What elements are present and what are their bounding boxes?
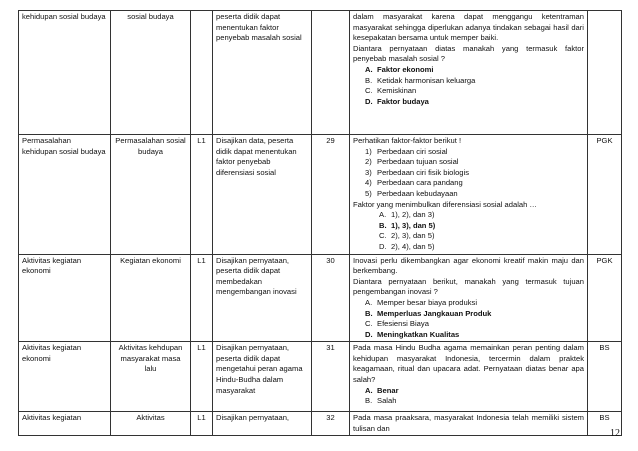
answer-options [353,298,584,340]
materi-cell: sosial budaya [111,11,191,135]
item-text: Faktor ekonomi [377,64,434,74]
answer-option [379,210,584,221]
answer-option [365,319,584,330]
item-letter: A. [379,210,387,220]
answer-option [379,231,584,242]
item-letter: D. [365,329,373,339]
table-row [19,135,622,255]
statement-item [365,168,584,179]
answer-option [365,396,584,407]
item-text: Perbedaan ciri fisik biologis [377,167,470,177]
statement-item [365,157,584,168]
item-letter: B. [365,308,373,318]
question-cell [350,11,588,135]
materi-cell: Aktivitas [111,412,191,436]
question-number-cell [312,11,350,135]
question-text: Diantara pernyataan diatas manakah yang termasuk faktor penyebab masalah sosial ? [353,43,584,64]
table-row [19,412,622,436]
item-text: 2), 3), dan 5) [391,231,435,241]
item-text: Benar [377,385,399,395]
question-text: dalam masyarakat karena dapat menggangu ketentraman masyarakat sehingga diperlukan adanya tindakan sebagai hasil dari kesepakatan bersama untuk memper baiki. [353,12,584,43]
answer-type-cell: BS [588,342,622,412]
question-grid-table [18,10,622,436]
item-letter: B. [365,75,373,85]
item-text: Faktor budaya [377,96,429,106]
item-letter: D. [379,241,387,251]
answer-option [365,97,584,108]
question-cell [350,254,588,342]
item-text: 1), 2), dan 3) [391,210,435,220]
answer-option [365,330,584,341]
item-text: Perbedaan kebudayaan [377,188,458,198]
table-row [19,254,622,342]
kd-cell: Permasalahan kehidupan sosial budaya [19,135,111,255]
answer-type-cell: PGK [588,254,622,342]
question-prompt: Faktor yang menimbulkan diferensiasi sosial adalah … [353,199,538,209]
question-text: Perhatikan faktor-faktor berikut ! [353,136,462,145]
item-text: Memperluas Jangkauan Produk [377,308,492,318]
item-text: Memper besar biaya produksi [377,297,478,307]
item-text: 1), 3), dan 5) [391,220,436,230]
item-letter: C. [365,86,373,96]
question-number-cell: 29 [312,135,350,255]
table-row [19,342,622,412]
question-text: Pada masa Hindu Budha agama memainkan peran penting dalam kehidupan masyarakat Indonesia, tercermin dalam praktek keagamaan, ritual dan upacara adat. Pernyataan diatas benar apa salah? [353,343,584,385]
statement-item [365,178,584,189]
item-text: Perbedaan tujuan sosial [377,157,459,167]
item-letter: B. [379,220,387,230]
statement-item [365,147,584,158]
question-text: Diantara pernyataan berikut, manakah yang termasuk tujuan pengembangan inovasi ? [353,276,584,297]
item-text: Perbedaan cara pandang [377,178,463,188]
level-cell [191,11,213,135]
item-letter: D. [365,96,373,106]
indikator-cell: Disajikan pernyataan, peserta didik dapat mengetahui peran agama Hindu-Budha dalam masyarakat [213,342,312,412]
answer-option [379,242,584,253]
item-text: Efesiensi Biaya [377,319,429,329]
kd-cell: kehidupan sosial budaya [19,11,111,135]
answer-option [379,221,584,232]
answer-type-cell: BS [588,412,622,436]
item-letter: B. [365,396,373,406]
answer-option [365,298,584,309]
question-number-cell: 31 [312,342,350,412]
page-number: 12 [610,428,620,439]
item-letter: A. [365,297,373,307]
answer-option [365,386,584,397]
item-text: Salah [377,396,397,406]
item-text: Ketidak harmonisan keluarga [377,75,476,85]
answer-options [353,386,584,407]
question-cell [350,135,588,255]
item-letter: 5) [365,188,372,198]
materi-cell: Kegiatan ekonomi [111,254,191,342]
item-letter: A. [365,385,373,395]
kd-cell: Aktivitas kegiatan ekonomi [19,254,111,342]
materi-cell: Aktivitas kehdupan masyarakat masa lalu [111,342,191,412]
answer-option [365,65,584,76]
answer-options [353,210,584,252]
question-text: Inovasi perlu dikembangkan agar ekonomi kreatif makin maju dan berkembang. [353,255,584,276]
item-text: Meningkatkan Kualitas [377,329,460,339]
kd-cell: Aktivitas kegiatan [19,412,111,436]
item-text: Kemiskinan [377,86,417,96]
item-letter: 2) [365,157,372,167]
item-letter: 3) [365,167,372,177]
item-text: Perbedaan ciri sosial [377,146,448,156]
item-letter: C. [365,319,373,329]
item-text: 2), 4), dan 5) [391,241,435,251]
answer-type-cell: PGK [588,135,622,255]
level-cell: L1 [191,254,213,342]
question-text: Pada masa praaksara, masyarakat Indonesia telah memiliki sistem tulisan dan [353,413,584,433]
table-row [19,11,622,135]
item-letter: A. [365,64,373,74]
answer-option [365,76,584,87]
question-number-cell: 30 [312,254,350,342]
answer-option [365,309,584,320]
level-cell: L1 [191,412,213,436]
kd-cell: Aktivitas kegiatan ekonomi [19,342,111,412]
item-letter: 1) [365,146,372,156]
indikator-cell: peserta didik dapat menentukan faktor penyebab masalah sosial [213,11,312,135]
statement-item [365,189,584,200]
indikator-cell: Disajikan pernyataan, peserta didik dapat membedakan mengembangan inovasi [213,254,312,342]
answer-type-cell [588,11,622,135]
level-cell: L1 [191,342,213,412]
answer-option [365,86,584,97]
question-number-cell: 32 [312,412,350,436]
question-cell [350,412,588,436]
indikator-cell: Disajikan data, peserta didik dapat menentukan faktor penyebab diferensiasi sosial [213,135,312,255]
indikator-cell: Disajikan pernyataan, [213,412,312,436]
question-cell [350,342,588,412]
item-letter: 4) [365,178,372,188]
statement-list [353,147,584,200]
materi-cell: Permasalahan sosial budaya [111,135,191,255]
level-cell: L1 [191,135,213,255]
item-letter: C. [379,231,387,241]
answer-options [353,65,584,107]
